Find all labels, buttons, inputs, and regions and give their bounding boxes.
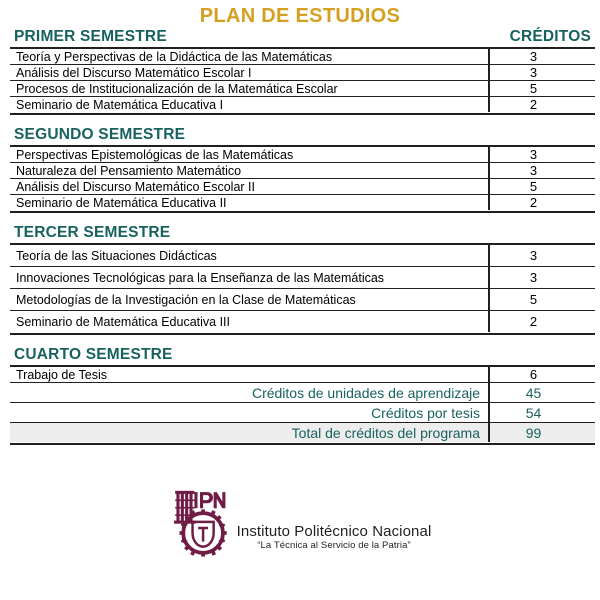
course-name: Perspectivas Epistemológicas de las Matemáticas: [16, 147, 294, 162]
course-name: Naturaleza del Pensamiento Matemático: [16, 163, 242, 178]
table-row: [10, 178, 595, 194]
course-credits: 2: [488, 311, 595, 332]
course-credits: 3: [488, 245, 595, 266]
table-row: [10, 64, 595, 80]
summary-label: Créditos por tesis: [371, 404, 480, 421]
course-name: Procesos de Institucionalización de la Matemática Escolar: [16, 81, 338, 96]
course-name: Innovaciones Tecnológicas para la Enseñanza de las Matemáticas: [16, 270, 385, 285]
section-spacer: [10, 213, 595, 224]
courses-tercer: [10, 245, 595, 332]
table-row: [10, 147, 595, 162]
course-name: Seminario de Matemática Educativa II: [16, 195, 227, 210]
semester-header-tercer: [10, 224, 595, 242]
summary-value: 54: [488, 403, 595, 422]
page-title: PLAN DE ESTUDIOS: [199, 5, 401, 27]
courses-segundo: [10, 147, 595, 210]
course-credits: 2: [488, 195, 595, 210]
table-row: [10, 288, 595, 310]
summary-label: Total de créditos del programa: [291, 424, 480, 441]
footer-inner: [169, 488, 432, 560]
footer: [0, 488, 600, 560]
course-name: Análisis del Discurso Matemático Escolar I: [16, 65, 252, 80]
course-credits: 3: [488, 147, 595, 162]
course-name: Teoría y Perspectivas de la Didáctica de las Matemáticas: [16, 49, 333, 64]
semester-header-cuarto: [10, 346, 595, 364]
summary-row-tesis: [10, 402, 595, 422]
course-credits: 5: [488, 81, 595, 96]
course-name: Análisis del Discurso Matemático Escolar II: [16, 179, 255, 194]
semester-title: CUARTO SEMESTRE: [14, 346, 173, 363]
institution-name: Instituto Politécnico Nacional: [236, 522, 432, 540]
credits-column-header: CRÉDITOS: [509, 28, 591, 45]
course-credits: 3: [488, 267, 595, 288]
summary-value: 99: [488, 423, 595, 442]
ipn-logo-icon: [169, 488, 231, 560]
semester-title: PRIMER SEMESTRE: [14, 28, 167, 45]
semester-header-primer: [10, 28, 595, 46]
summary-row-unidades: [10, 382, 595, 402]
courses-primer: [10, 49, 595, 112]
table-row: [10, 310, 595, 332]
course-credits: 3: [488, 65, 595, 80]
course-name: Metodologías de la Investigación en la Clase de Matemáticas: [16, 292, 356, 307]
semester-title: SEGUNDO SEMESTRE: [14, 126, 186, 143]
semester-title: TERCER SEMESTRE: [14, 224, 171, 241]
table-row: [10, 162, 595, 178]
course-credits: 6: [488, 367, 595, 382]
section-spacer: [10, 335, 595, 346]
course-name: Seminario de Matemática Educativa III: [16, 314, 230, 329]
curriculum-table: [10, 28, 595, 445]
footer-text: [237, 497, 432, 552]
table-row: [10, 266, 595, 288]
course-name: Teoría de las Situaciones Didácticas: [16, 248, 217, 263]
summary-label: Créditos de unidades de aprendizaje: [251, 384, 480, 401]
course-credits: 5: [488, 179, 595, 194]
institution-motto: “La Técnica al Servicio de la Patria”: [257, 539, 411, 551]
divider-rule: [10, 443, 595, 445]
course-credits: 2: [488, 97, 595, 112]
course-credits: 3: [488, 49, 595, 64]
table-row: [10, 49, 595, 64]
course-credits: 3: [488, 163, 595, 178]
table-row: [10, 194, 595, 210]
summary-row-total: [10, 422, 595, 442]
course-credits: 5: [488, 289, 595, 310]
table-row: [10, 367, 595, 382]
summary-value: 45: [488, 383, 595, 402]
table-row: [10, 245, 595, 266]
table-row: [10, 96, 595, 112]
course-name: Seminario de Matemática Educativa I: [16, 97, 224, 112]
section-spacer: [10, 115, 595, 126]
course-name: Trabajo de Tesis: [16, 367, 108, 382]
courses-cuarto: [10, 367, 595, 382]
table-row: [10, 80, 595, 96]
semester-header-segundo: [10, 126, 595, 144]
